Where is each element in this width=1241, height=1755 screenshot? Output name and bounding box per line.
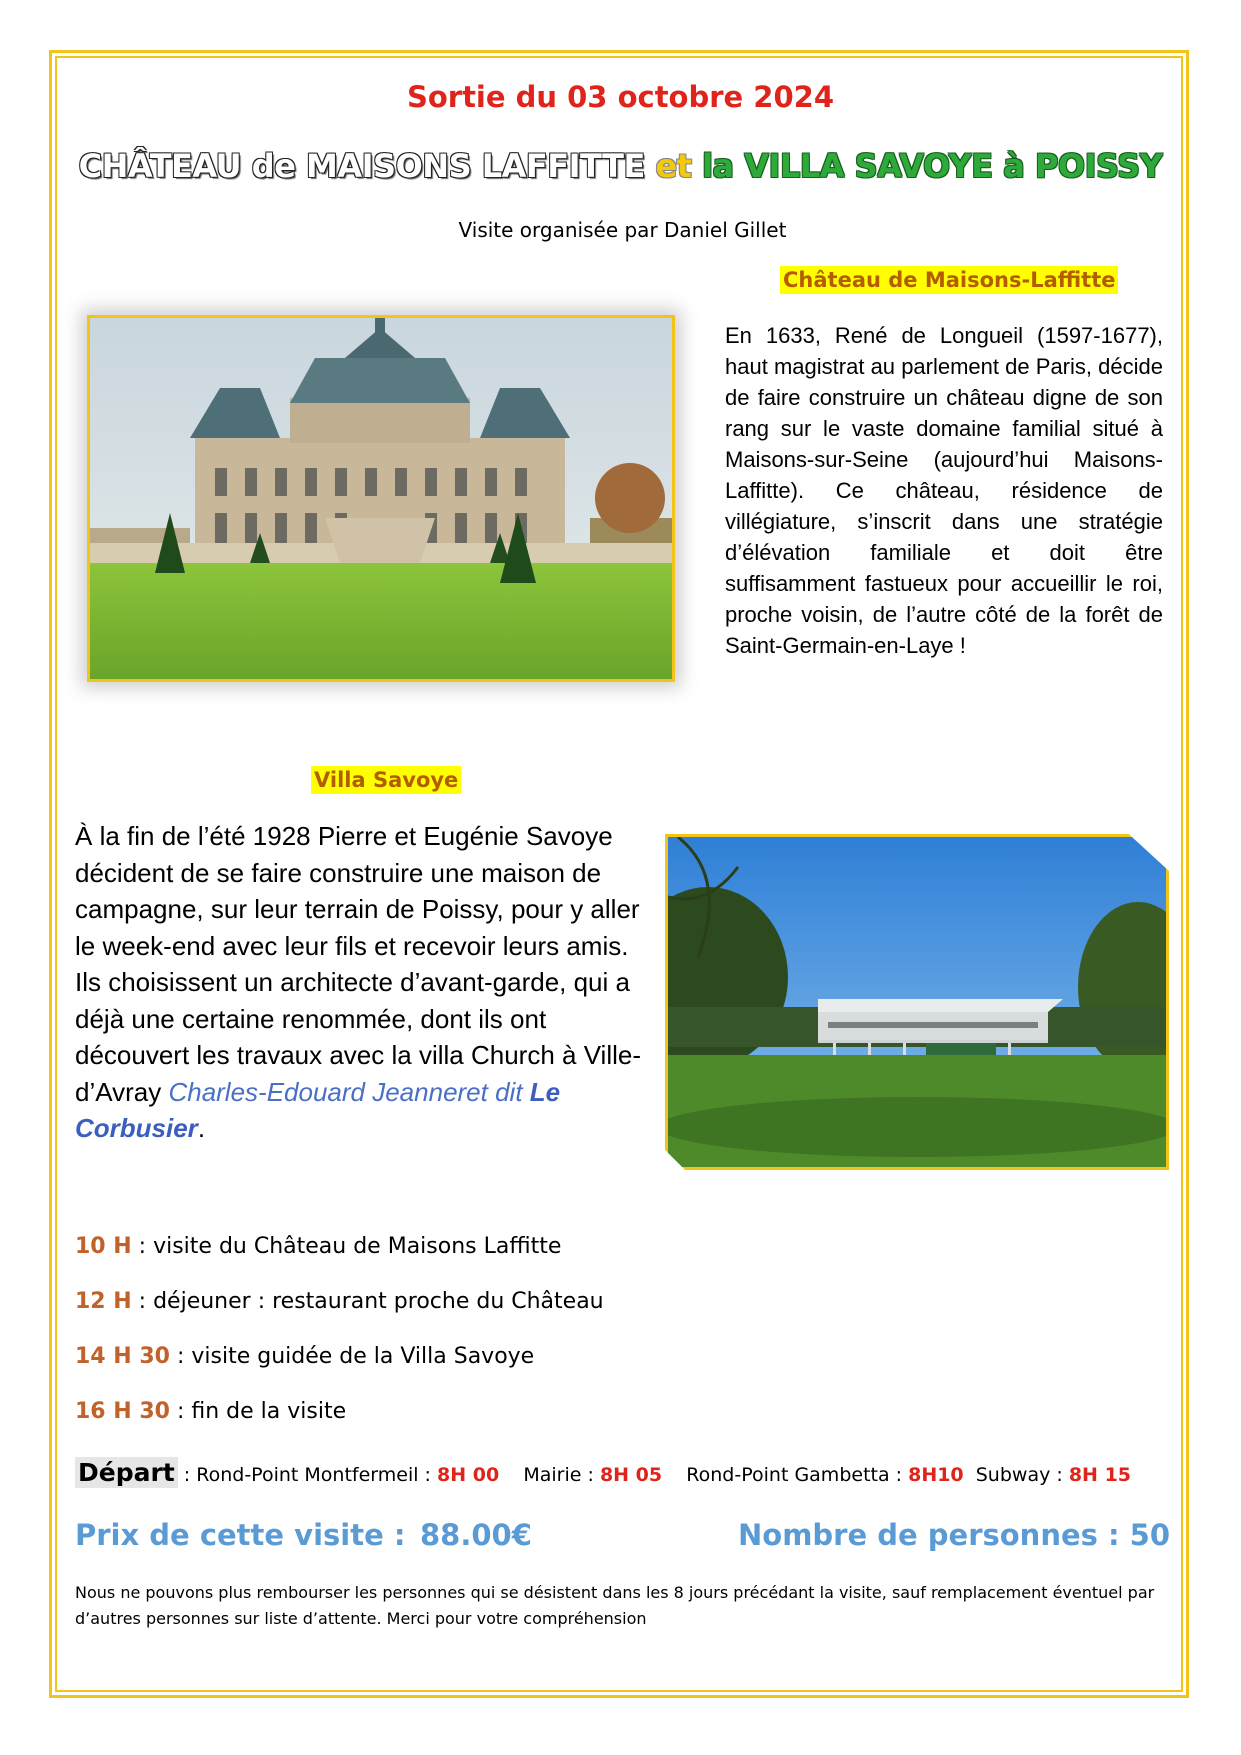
schedule-item: 12 H : déjeuner : restaurant proche du Château	[75, 1289, 604, 1314]
schedule-item: 14 H 30 : visite guidée de la Villa Savoye	[75, 1344, 535, 1369]
main-title	[0, 147, 1241, 185]
architect-text: Charles-Edouard Jeanneret dit	[168, 1076, 530, 1107]
title-and: et	[655, 147, 692, 185]
refund-note: Nous ne pouvons plus rembourser les personnes qui se désistent dans les 8 jours précédant la visite, sauf remplacement éventuel par d’autres personnes sur liste d’attente. Merci pour votre compréhension	[75, 1583, 1155, 1628]
people-count: Nombre de personnes : 50	[738, 1518, 1171, 1552]
departure-label: Départ	[75, 1457, 178, 1488]
chateau-description: En 1633, René de Longueil (1597-1677), haut magistrat au parlement de Paris, décide de faire construire un château digne de son rang sur le vaste domaine familial situé à Maisons-sur-Seine (aujourd’hui Maisons-Laffitte). Ce château, résidence de villégiature, s’inscrit dans une stratégie d’élévation familiale et doit être suffisamment fastueux pour accueillir le roi, proche voisin, de l’autre côté de la forêt de Saint-Germain-en-Laye !	[725, 323, 1163, 658]
outing-date-title: Sortie du 03 octobre 2024	[406, 80, 835, 114]
villa-description: À la fin de l’été 1928 Pierre et Eugénie Savoye décident de se faire construire une maison de campagne, sur leur terrain de Poissy, pour y aller le week-end avec leur fils et recevoir leurs amis. Ils choisissent un architecte d’avant-garde, qui a déjà une certaine renommée, dont ils ont découvert les travaux avec la villa Church à Ville- d’Avray Charles-Edouard Jeanneret dit Le Corbusier.	[75, 821, 642, 1143]
architect-name: Le Corbusier	[75, 1076, 561, 1143]
departure-line: Départ : Rond-Point Montfermeil : 8H 00 Mairie : 8H 05 Rond-Point Gambetta : 8H10 Subway : 8H 15	[75, 1458, 1131, 1487]
villa-savoye-photo	[665, 834, 1169, 1170]
organizer-line: Visite organisée par Daniel Gillet	[458, 218, 787, 242]
chateau-photo	[87, 315, 675, 682]
schedule-item: 16 H 30 : fin de la visite	[75, 1399, 347, 1424]
title-villa: la VILLA SAVOYE à POISSY	[702, 147, 1163, 185]
villa-heading: Villa Savoye	[311, 768, 461, 792]
schedule-item: 10 H : visite du Château de Maisons Laffitte	[75, 1234, 562, 1259]
price-label: Prix de cette visite :	[75, 1518, 406, 1552]
price-value: 88.00€	[420, 1518, 532, 1552]
title-chateau: CHÂTEAU de MAISONS LAFFITTE	[78, 147, 645, 185]
chateau-heading: Château de Maisons-Laffitte	[780, 268, 1118, 292]
